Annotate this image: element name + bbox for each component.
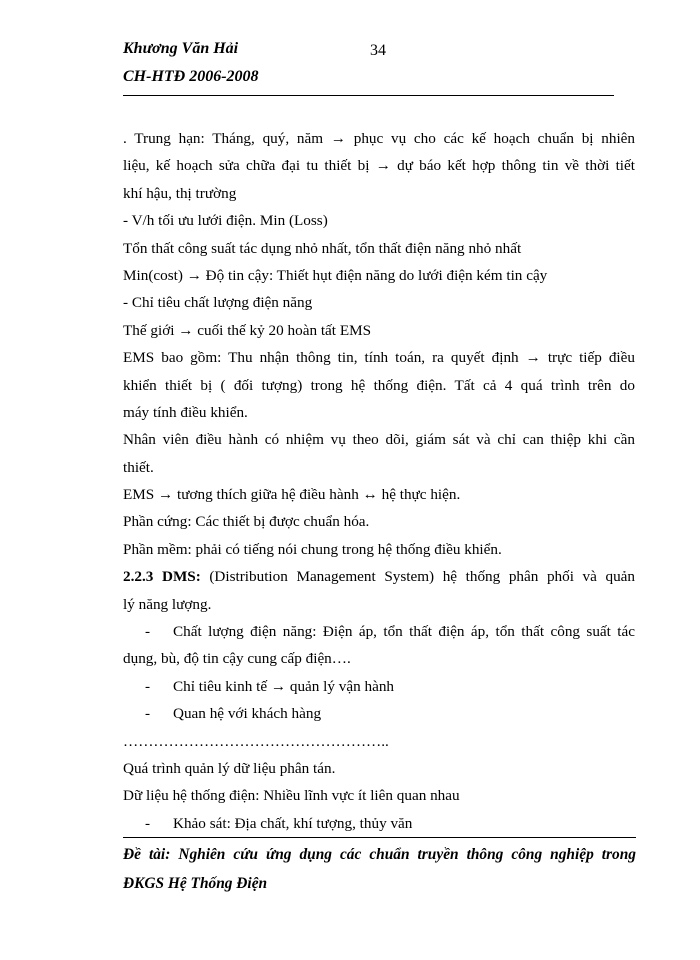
body-line: lý năng lượng. bbox=[123, 595, 212, 613]
body-line: Thế giới → cuối thế kỷ 20 hoàn tất EMS bbox=[123, 321, 372, 339]
body-line: . Trung hạn: Tháng, quý, năm → phục vụ cho các kế hoạch chuẩn bị nhiên bbox=[123, 130, 635, 147]
body-line: Min(cost) → Độ tin cậy: Thiết hụt điện năng do lưới điện kém tin cậy bbox=[123, 266, 548, 284]
body-line: Tổn thất công suất tác dụng nhỏ nhất, tổn thất điện năng nhỏ nhất bbox=[123, 239, 522, 257]
body-line: - V/h tối ưu lưới điện. Min (Loss) bbox=[123, 212, 328, 230]
bullet-item bbox=[123, 700, 635, 727]
bullet-dash: - bbox=[145, 677, 151, 695]
bullet-text: Chất lượng điện năng: Điện áp, tổn thất điện áp, tổn thất công suất tác bbox=[173, 623, 635, 641]
body-line: máy tính điều khiển. bbox=[123, 403, 248, 421]
page-number: 34 bbox=[370, 42, 386, 59]
body-line: - Chỉ tiêu chất lượng điện năng bbox=[123, 294, 313, 312]
footer-title bbox=[123, 840, 636, 898]
section-number: 2.2.3 DMS: bbox=[123, 568, 201, 586]
bullet-dash: - bbox=[145, 705, 151, 723]
footer-line-1: Đề tài: Nghiên cứu ứng dụng các chuẩn truyền thông công nghiệp trong bbox=[123, 846, 636, 863]
body-line: EMS → tương thích giữa hệ điều hành ↔ hệ thực hiện. bbox=[123, 486, 461, 504]
body-line: Phần cứng: Các thiết bị được chuẩn hóa. bbox=[123, 513, 370, 531]
body-line: thiết. bbox=[123, 458, 154, 476]
body-line: khí hậu, thị trường bbox=[123, 184, 237, 202]
footer-divider bbox=[123, 837, 636, 838]
header-divider bbox=[123, 95, 614, 96]
body-line: liệu, kế hoạch sửa chữa đại tu thiết bị → dự báo kết hợp thông tin về thời tiết bbox=[123, 157, 635, 175]
bullet-item bbox=[123, 673, 635, 700]
body-line: EMS bao gồm: Thu nhận thông tin, tính toán, ra quyết định → trực tiếp điều bbox=[123, 349, 635, 367]
page-body bbox=[123, 125, 635, 837]
bullet-dash: - bbox=[145, 814, 151, 832]
body-line: Phần mềm: phải có tiếng nói chung trong hệ thống điều khiển. bbox=[123, 540, 502, 558]
bullet-dash: - bbox=[145, 623, 151, 641]
body-line: khiển thiết bị ( đối tượng) trong hệ thống điện. Tất cả 4 quá trình trên do bbox=[123, 376, 635, 394]
body-line: Quá trình quản lý dữ liệu phân tán. bbox=[123, 759, 336, 777]
body-line: Nhân viên điều hành có nhiệm vụ theo dõi, giám sát và chỉ can thiệp khi cần bbox=[123, 431, 635, 449]
bullet-item bbox=[123, 810, 635, 837]
section-heading-dms bbox=[123, 563, 635, 590]
header-author: Khương Văn Hải bbox=[123, 40, 239, 57]
bullet-item bbox=[123, 618, 635, 645]
bullet-continuation: dụng, bù, độ tin cậy cung cấp điện…. bbox=[123, 650, 351, 668]
bullet-text: Quan hệ với khách hàng bbox=[173, 705, 322, 723]
bullet-text: Chỉ tiêu kinh tế → quản lý vận hành bbox=[173, 677, 395, 695]
body-line: Dữ liệu hệ thống điện: Nhiều lĩnh vực ít liên quan nhau bbox=[123, 787, 460, 805]
bullet-text: Khảo sát: Địa chất, khí tượng, thủy văn bbox=[173, 814, 413, 832]
header-program: CH-HTĐ 2006-2008 bbox=[123, 68, 259, 85]
dotted-separator: …………………………………………….. bbox=[123, 732, 389, 750]
footer-line-2: ĐKGS Hệ Thống Điện bbox=[123, 875, 268, 892]
section-heading-text: (Distribution Management System) hệ thống phân phối và quản bbox=[200, 568, 635, 586]
